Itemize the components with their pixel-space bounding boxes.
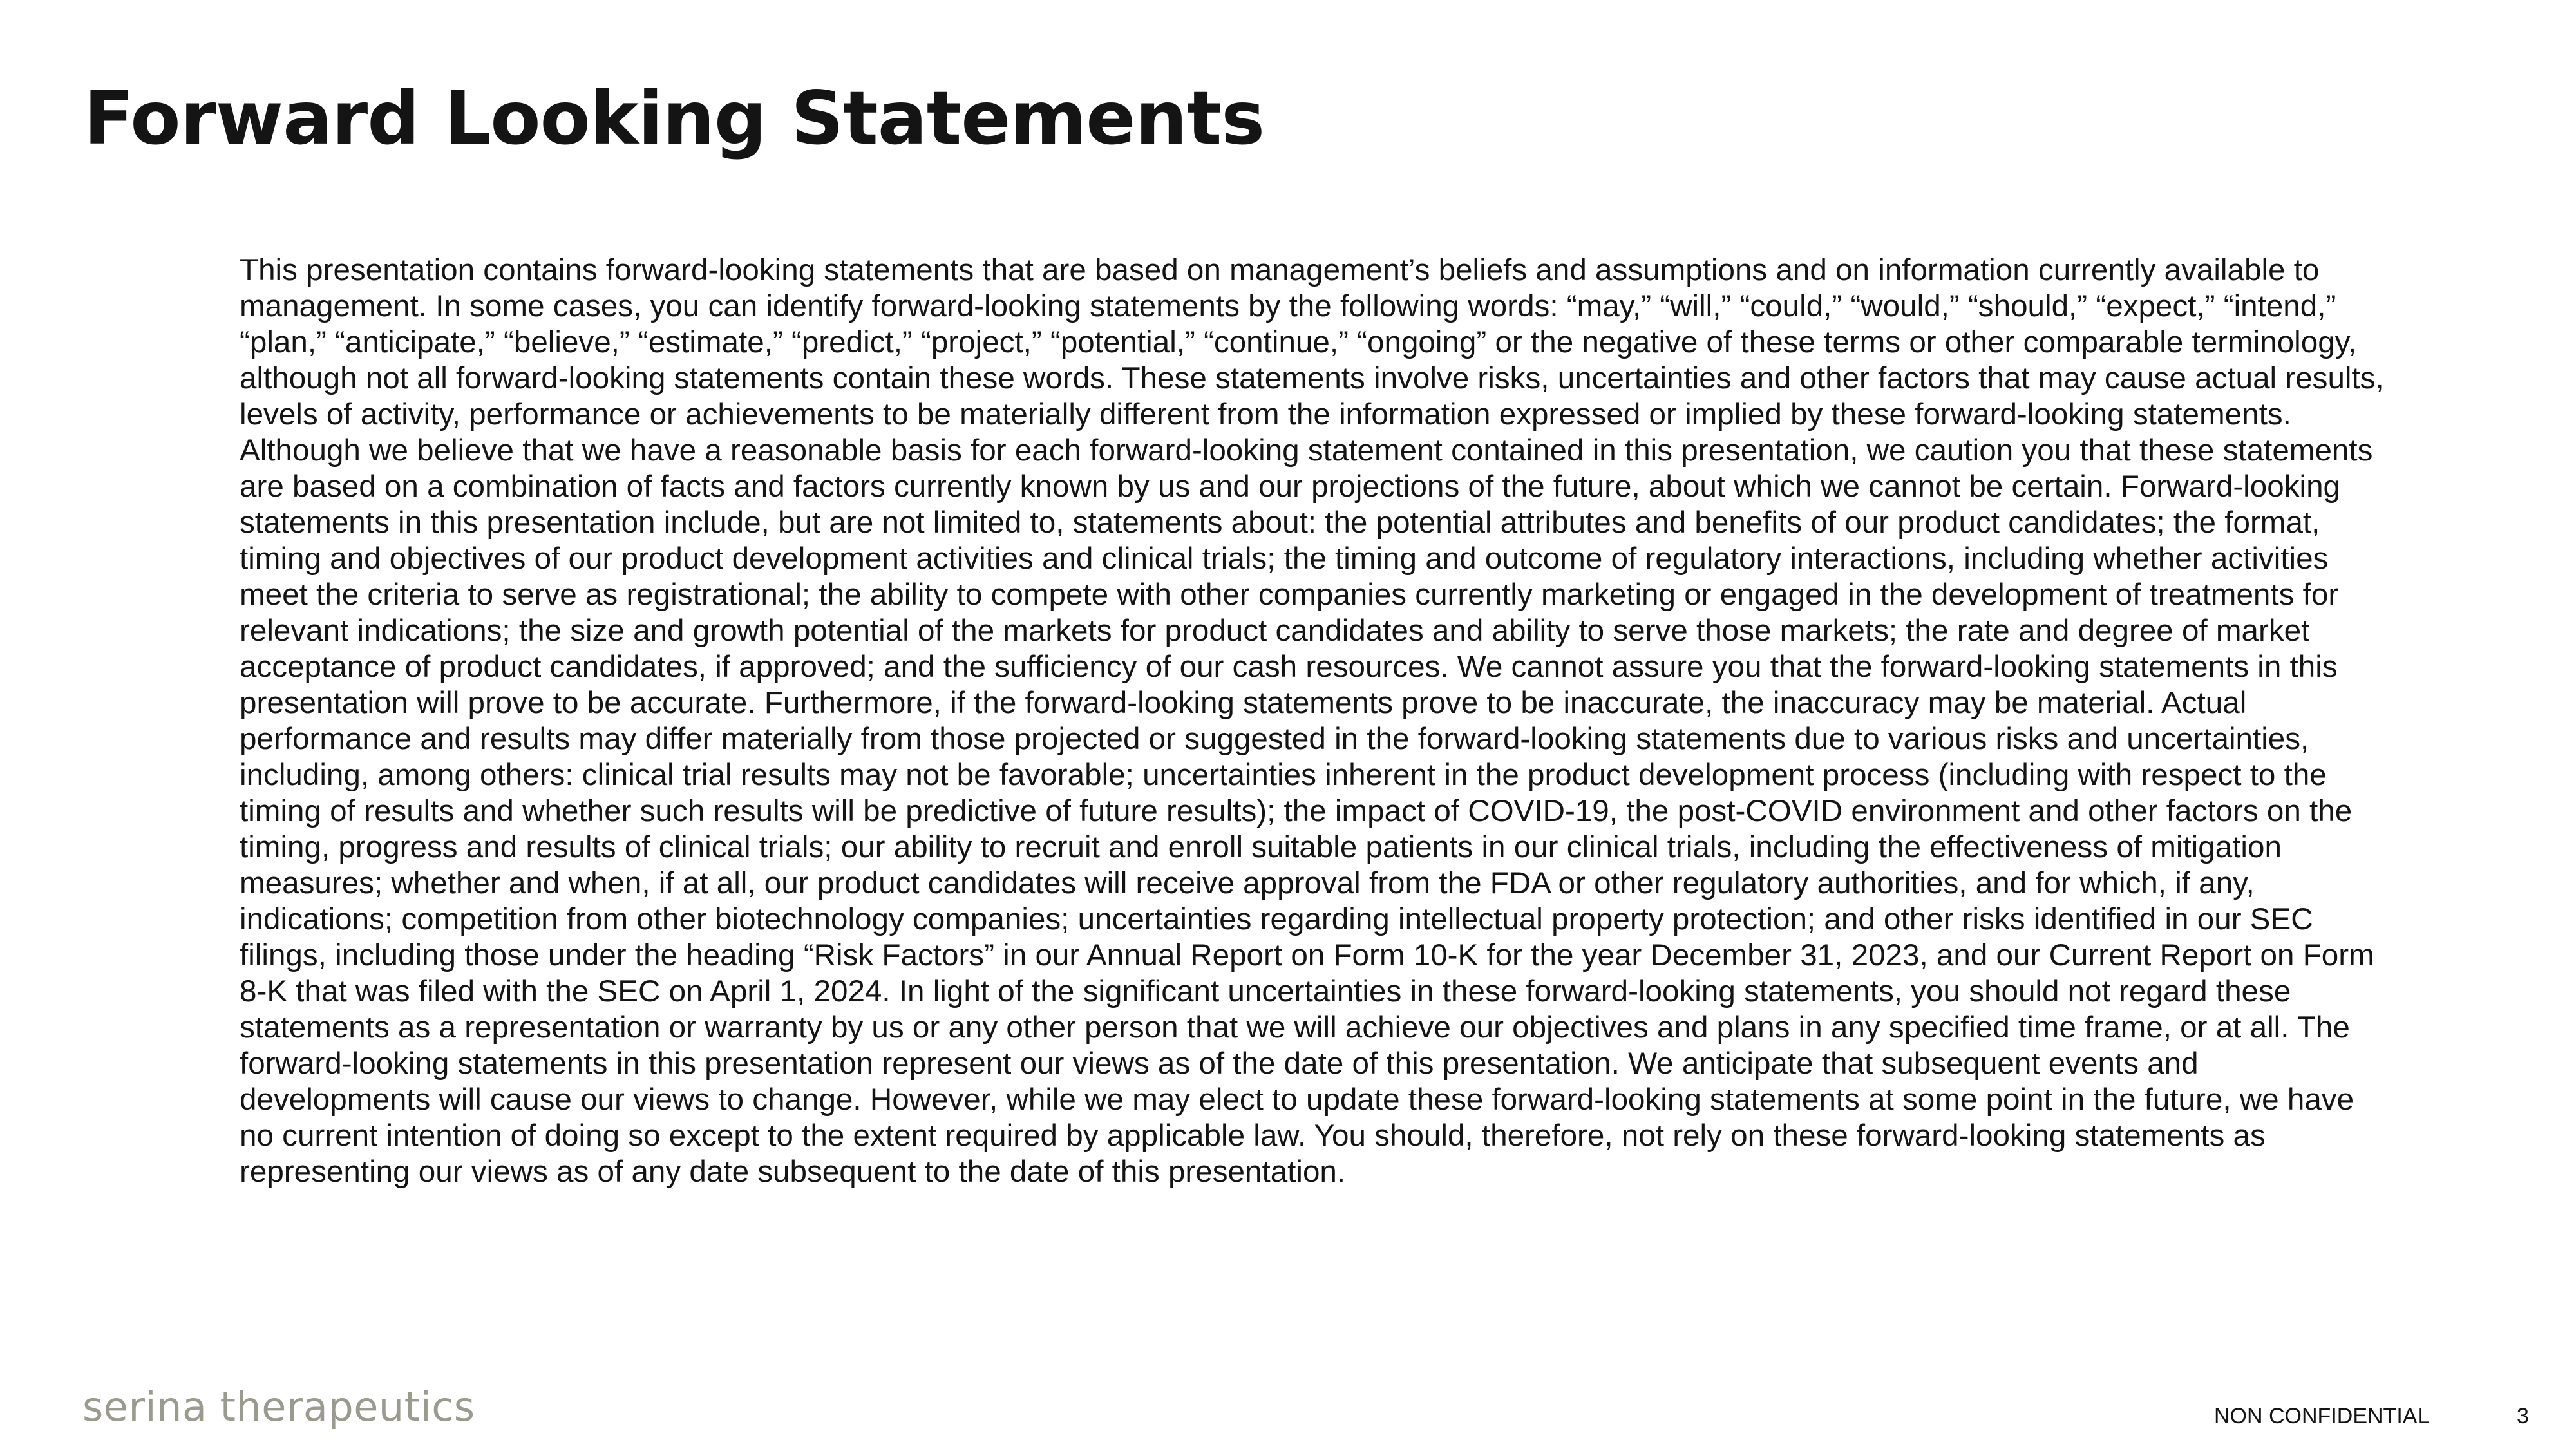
page-number: 3 — [2517, 1404, 2529, 1428]
confidentiality-label: NON CONFIDENTIAL — [2214, 1404, 2430, 1428]
company-logo: serina therapeutics — [82, 1383, 475, 1430]
disclaimer-body-text: This presentation contains forward-looking statements that are based on management’s beliefs and assumptions and on information currently available to management. In some cases, you can identify forward-looking statements by the following words: “may,” “will,” “could,” “would,” “should,” “expect,” “intend,” “plan,” “anticipate,” “believe,” “estimate,” “predict,” “project,” “potential,” “continue,” “ongoing” or the negative of these terms or other comparable terminology, although not all forward-looking statements contain these words. These statements involve risks, uncertainties and other factors that may cause actual results, levels of activity, performance or achievements to be materially different from the information expressed or implied by these forward-looking statements. Although we believe that we have a reasonable basis for each forward-looking statement contained in this presentation, we caution you that these statements are based on a combination of facts and factors currently known by us and our projections of the future, about which we cannot be certain. Forward-looking statements in this presentation include, but are not limited to, statements about: the potential attributes and benefits of our product candidates; the format, timing and objectives of our product development activities and clinical trials; the timing and outcome of regulatory interactions, including whether activities meet the criteria to serve as registrational; the ability to compete with other companies currently marketing or engaged in the development of treatments for relevant indications; the size and growth potential of the markets for product candidates and ability to serve those markets; the rate and degree of market acceptance of product candidates, if approved; and the sufficiency of our cash resources. We cannot assure you that the forward-looking statements in this presentation will prove to be accurate. Furthermore, if the forward-looking statements prove to be inaccurate, the inaccuracy may be material. Actual performance and results may differ materially from those projected or suggested in the forward-looking statements due to various risks and uncertainties, including, among others: clinical trial results may not be favorable; uncertainties inherent in the product development process (including with respect to the timing of results and whether such results will be predictive of future results); the impact of COVID-19, the post-COVID environment and other factors on the timing, progress and results of clinical trials; our ability to recruit and enroll suitable patients in our clinical trials, including the effectiveness of mitigation measures; whether and when, if at all, our product candidates will receive approval from the FDA or other regulatory authorities, and for which, if any, indications; competition from other biotechnology companies; uncertainties regarding intellectual property protection; and other risks identified in our SEC filings, including those under the heading “Risk Factors” in our Annual Report on Form 10-K for the year December 31, 2023, and our Current Report on Form 8-K that was filed with the SEC on April 1, 2024. In light of the significant uncertainties in these forward-looking statements, you should not regard these statements as a representation or warranty by us or any other person that we will achieve our objectives and plans in any specified time frame, or at all. The forward-looking statements in this presentation represent our views as of the date of this presentation. We anticipate that subsequent events and developments will cause our views to change. However, while we may elect to update these forward-looking statements at some point in the future, we have no current intention of doing so except to the extent required by applicable law. You should, therefore, not rely on these forward-looking statements as representing our views as of any date subsequent to the date of this presentation. — [240, 253, 2384, 1189]
slide-title: Forward Looking Statements — [84, 75, 1265, 161]
